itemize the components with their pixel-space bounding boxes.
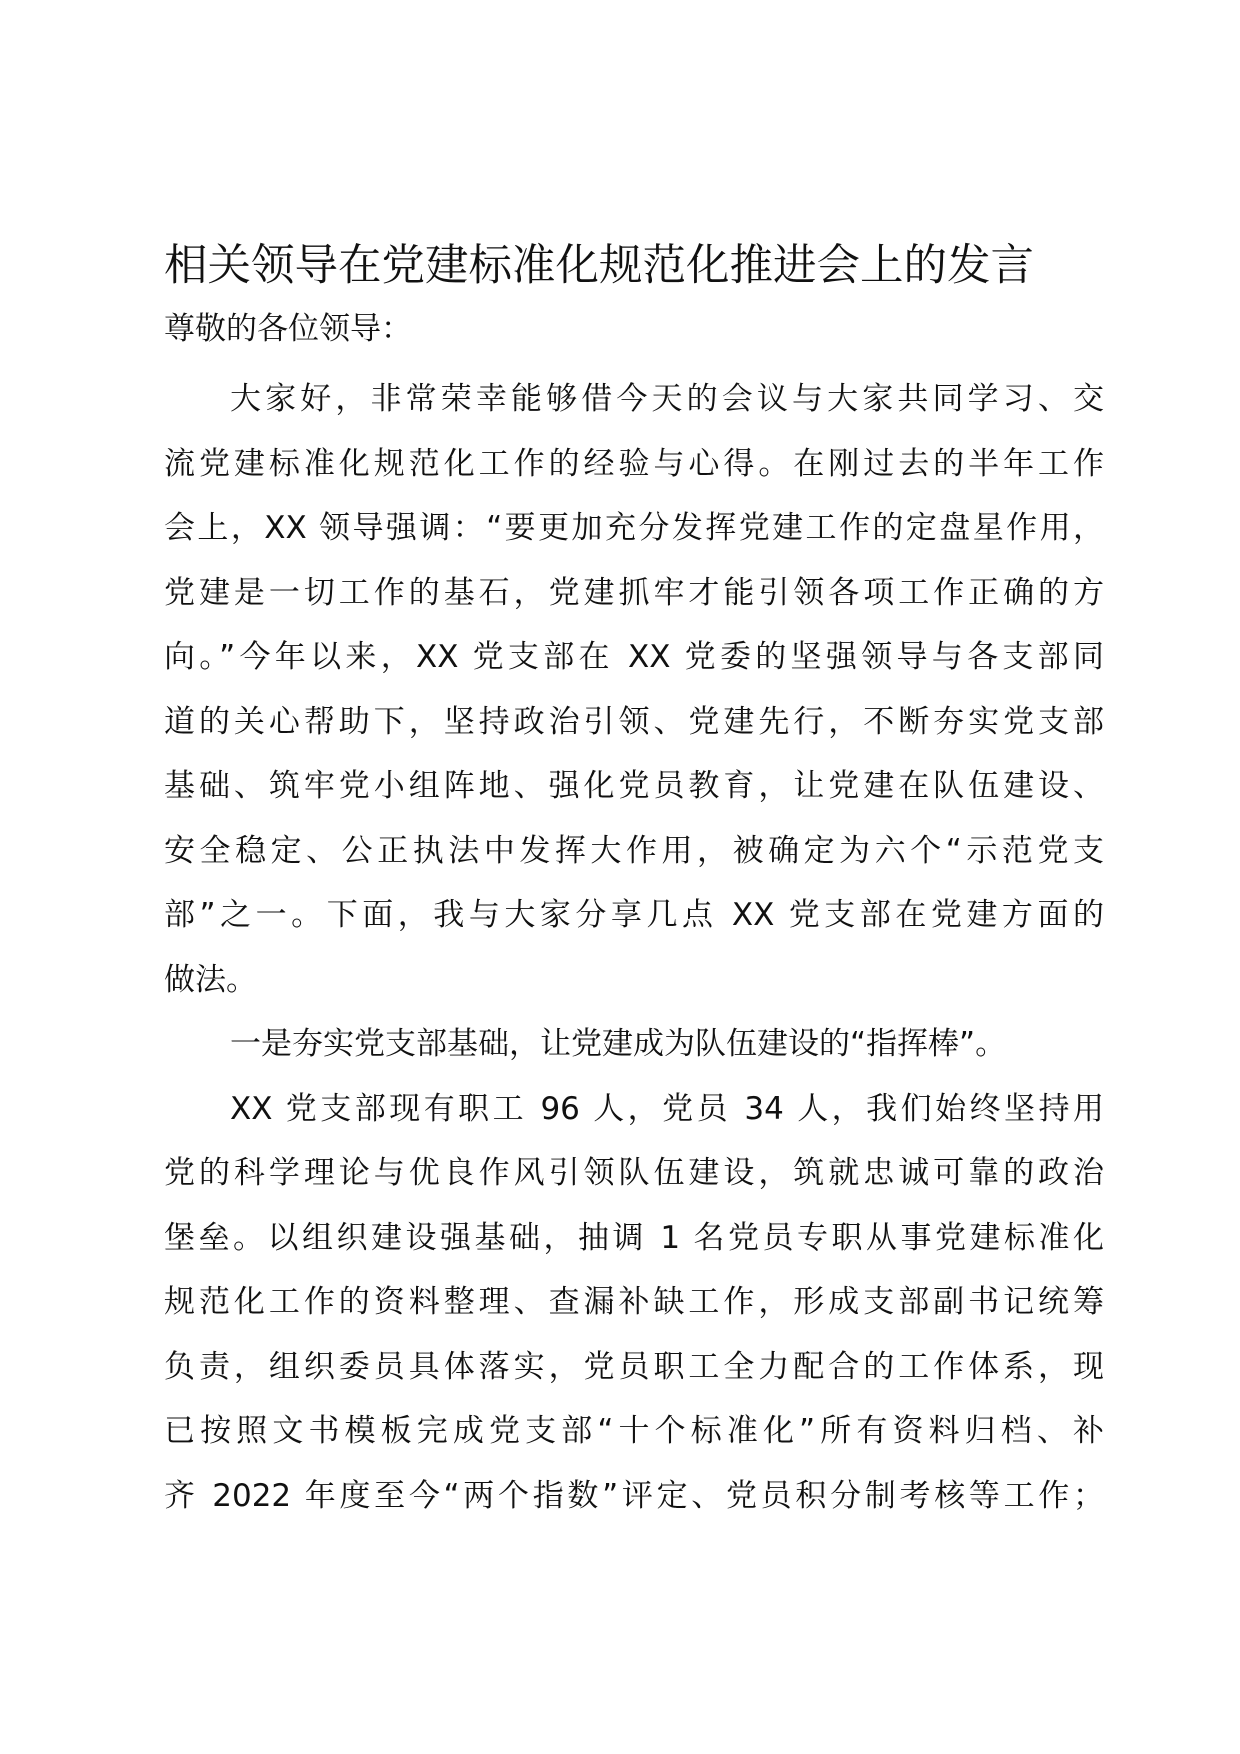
- document-body: [164, 367, 1104, 1528]
- paragraph-line: 会上，XX 领导强调：“要更加充分发挥党建工作的定盘星作用，: [164, 510, 1104, 546]
- paragraph-line: 齐 2022 年度至今“两个指数”评定、党员积分制考核等工作；: [164, 1477, 1104, 1514]
- paragraph-line: 规范化工作的资料整理、查漏补缺工作，形成支部副书记统筹: [164, 1284, 1104, 1320]
- document-title: 相关领导在党建标准化规范化推进会上的发言: [164, 241, 1034, 291]
- paragraph-line: 向。”今年以来，XX 党支部在 XX 党委的坚强领导与各支部同: [164, 639, 1104, 675]
- paragraph-line: 安全稳定、公正执法中发挥大作用，被确定为六个“示范党支: [164, 832, 1104, 869]
- paragraph-line: 道的关心帮助下，坚持政治引领、党建先行，不断夯实党支部: [164, 703, 1104, 740]
- paragraph-line: 基础、筑牢党小组阵地、强化党员教育，让党建在队伍建设、: [164, 768, 1104, 804]
- paragraph-line: 部”之一。下面，我与大家分享几点 XX 党支部在党建方面的: [164, 897, 1104, 933]
- paragraph-line: 党建是一切工作的基石，党建抓牢才能引领各项工作正确的方: [164, 574, 1104, 611]
- paragraph-line: 大家好，非常荣幸能够借今天的会议与大家共同学习、交: [230, 381, 1104, 417]
- salutation: 尊敬的各位领导：: [164, 311, 412, 347]
- paragraph-line: 已按照文书模板完成党支部“十个标准化”所有资料归档、补: [164, 1413, 1104, 1449]
- paragraph-line: 做法。: [164, 961, 257, 998]
- paragraph-line: XX 党支部现有职工 96 人，党员 34 人，我们始终坚持用: [230, 1090, 1104, 1127]
- paragraph-line: 负责，组织委员具体落实，党员职工全力配合的工作体系，现: [164, 1348, 1104, 1385]
- paragraph-line: 党的科学理论与优良作风引领队伍建设，筑就忠诚可靠的政治: [164, 1155, 1104, 1191]
- section-heading-line: 一是夯实党支部基础，让党建成为队伍建设的“指挥棒”。: [230, 1026, 1007, 1062]
- paragraph-line: 堡垒。以组织建设强基础，抽调 1 名党员专职从事党建标准化: [164, 1219, 1104, 1256]
- paragraph-line: 流党建标准化规范化工作的经验与心得。在刚过去的半年工作: [164, 445, 1104, 482]
